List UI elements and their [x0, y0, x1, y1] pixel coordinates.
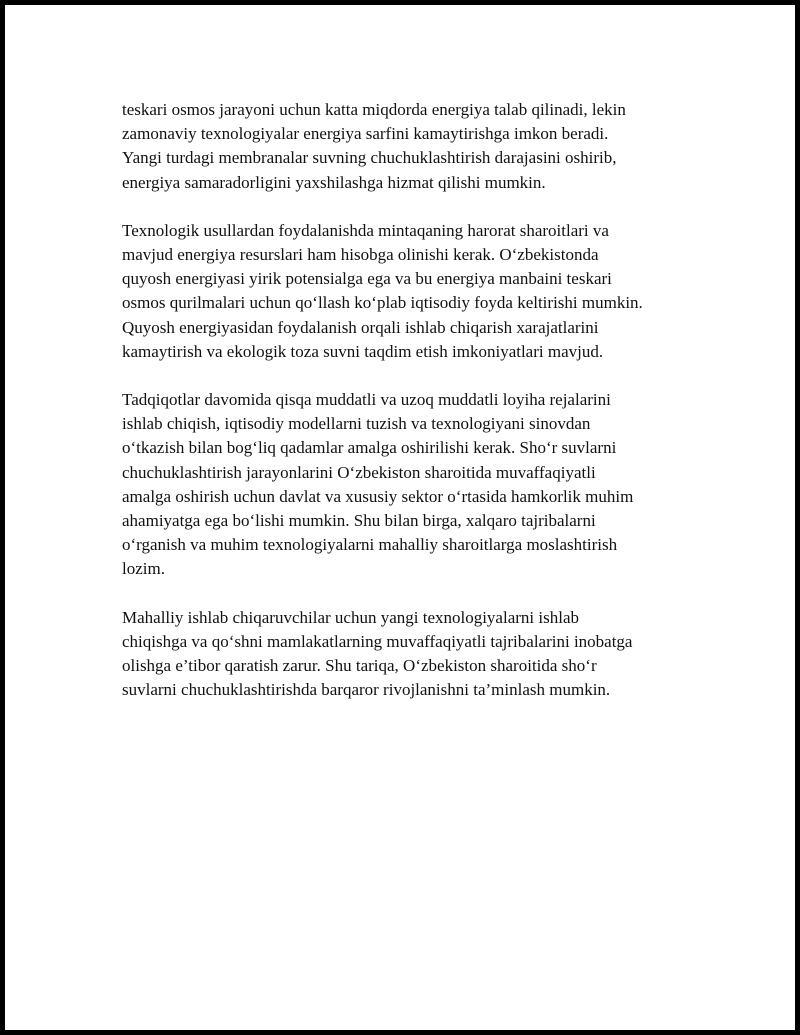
document-body	[122, 98, 692, 726]
paragraph: Texnologik usullardan foydalanishda mintaqaning harorat sharoitlari va mavjud energiya resurslari ham hisobga olinishi kerak. O‘zbekistonda quyosh energiyasi yirik potensialga ega va bu energiya manbaini teskari osmos qurilmalari uchun qo‘llash ko‘plab iqtisodiy foyda keltirishi mumkin. Quyosh energiyasidan foydalanish orqali ishlab chiqarish xarajatlarini kamaytirish va ekologik toza suvni taqdim etish imkoniyatlari mavjud.	[122, 220, 643, 361]
paragraph: Tadqiqotlar davomida qisqa muddatli va uzoq muddatli loyiha rejalarini ishlab chiqish, iqtisodiy modellarni tuzish va texnologiyani sinovdan o‘tkazish bilan bog‘liq qadamlar amalga oshirilishi kerak. Sho‘r suvlarni chuchuklashtirish jarayonlarini O‘zbekiston sharoitida muvaffaqiyatli amalga oshirish uchun davlat va xususiy sektor o‘rtasida hamkorlik muhim ahamiyatga ega bo‘lishi mumkin. Shu bilan birga, xalqaro tajribalarni o‘rganish va muhim texnologiyalarni mahalliy sharoitlarga moslashtirish lozim.	[122, 390, 634, 579]
paragraph: teskari osmos jarayoni uchun katta miqdorda energiya talab qilinadi, lekin zamonaviy texnologiyalar energiya sarfini kamaytirishga imkon beradi. Yangi turdagi membranalar suvning chuchuklashtirish darajasini oshirib, energiya samaradorligini yaxshilashga hizmat qilishi mumkin.	[122, 100, 626, 192]
paragraph: Mahalliy ishlab chiqaruvchilar uchun yangi texnologiyalarni ishlab chiqishga va qo‘shni mamlakatlarning muvaffaqiyatli tajribalarini inobatga olishga e’tibor qaratish zarur. Shu tariqa, O‘zbekiston sharoitida sho‘r suvlarni chuchuklashtirishda barqaror rivojlanishni ta’minlash mumkin.	[122, 607, 633, 700]
